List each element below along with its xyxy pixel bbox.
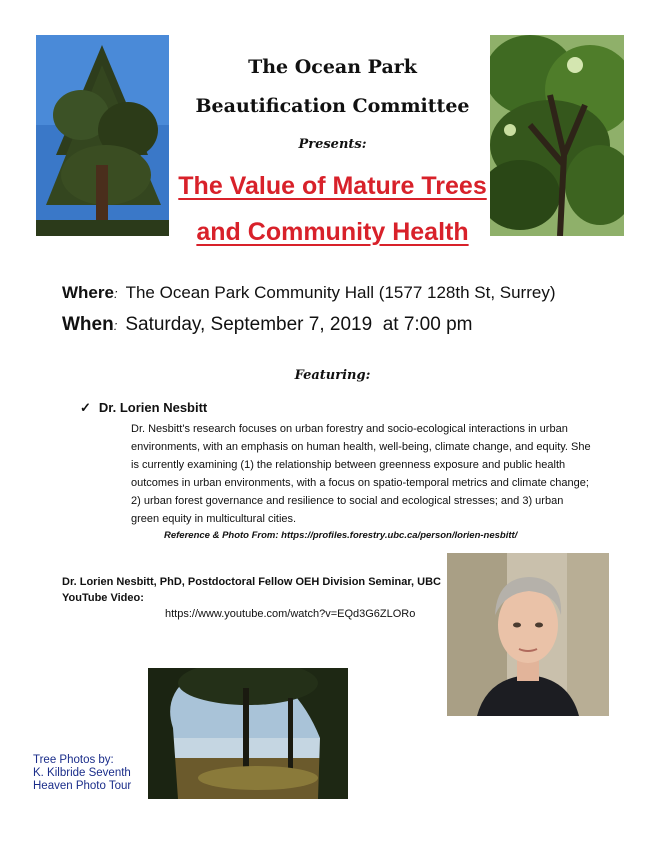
checkmark-icon: ✓ xyxy=(80,400,91,415)
tree-photo-left xyxy=(36,35,169,236)
when-value: Saturday, September 7, 2019 at 7:00 pm xyxy=(125,314,473,335)
landscape-photo xyxy=(148,668,348,799)
where-row xyxy=(62,283,556,303)
presents-label: Presents: xyxy=(298,137,367,152)
when-colon: : xyxy=(113,318,118,333)
where-label: Where xyxy=(62,283,114,302)
photo-credit-line2: K. Kilbride Seventh xyxy=(33,767,131,779)
featuring-label: Featuring: xyxy=(294,368,371,383)
speaker-portrait xyxy=(447,553,609,716)
speaker-heading xyxy=(80,400,207,416)
speaker-bio: Dr. Nesbitt's research focuses on urban forestry and socio-ecological interactions in urban environments, with an emphasis on human health, well-being, climate change, and equity. She is currently examining (1) the relationship between greenness exposure and public health outcomes in urban environments, with a focus on spatio-temporal metrics and climate change; 2) urban forest governance and resilience to social and ecological stresses; and 3) urban green equity in multicultural cities. xyxy=(131,423,591,525)
org-name-line1: The Ocean Park xyxy=(248,56,417,78)
event-title-line2: and Community Health xyxy=(196,218,469,246)
when-label: When xyxy=(62,314,114,335)
youtube-label: YouTube Video: xyxy=(62,592,144,604)
reference-note: Reference & Photo From: https://profiles.forestry.ubc.ca/person/lorien-nesbitt/ xyxy=(164,530,518,541)
photo-credit-line3: Heaven Photo Tour xyxy=(33,780,132,792)
org-name-line2: Beautification Committee xyxy=(195,95,470,117)
photo-credit xyxy=(33,754,131,793)
event-title-line1: The Value of Mature Trees xyxy=(178,172,487,200)
youtube-link[interactable]: https://www.youtube.com/watch?v=EQd3G6ZLORo xyxy=(165,608,416,620)
seminar-title: Dr. Lorien Nesbitt, PhD, Postdoctoral Fellow OEH Division Seminar, UBC xyxy=(62,576,441,588)
speaker-name: Dr. Lorien Nesbitt xyxy=(98,400,208,415)
tree-photo-right xyxy=(490,35,624,236)
where-value: The Ocean Park Community Hall (1577 128th St, Surrey) xyxy=(125,283,556,302)
photo-credit-line1: Tree Photos by: xyxy=(33,754,114,766)
where-colon: : xyxy=(113,286,118,301)
when-row xyxy=(62,314,472,336)
